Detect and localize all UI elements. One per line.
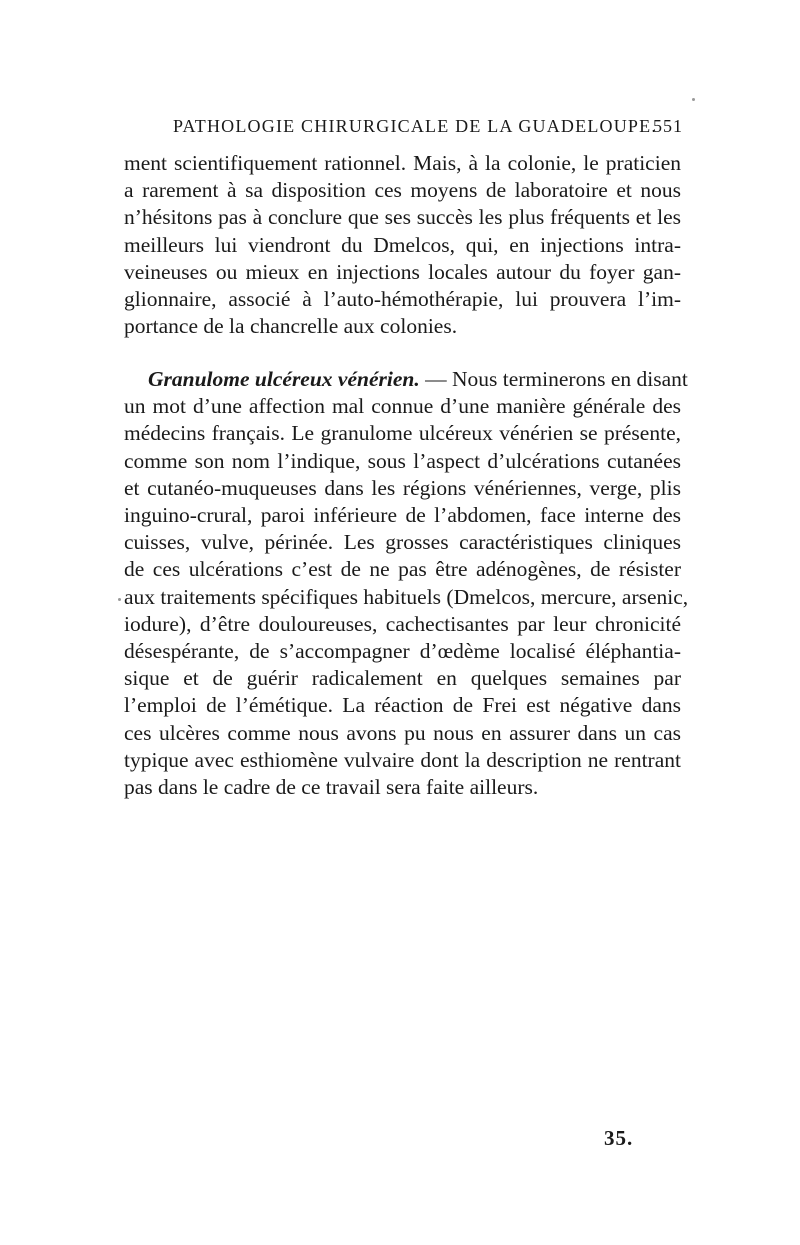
text-line: portance de la chancrelle aux colonies. — [124, 314, 458, 339]
text-line: désespérante, de s’accompagner d’œdème localisé éléphantia- — [124, 639, 681, 664]
text-line: cuisses, vulve, périnée. Les grosses caractéristiques cliniques — [124, 530, 681, 555]
text-line: a rarement à sa disposition ces moyens de laboratoire et nous — [124, 178, 681, 203]
text-line — [124, 366, 688, 393]
lead-continuation: — Nous terminerons en disant — [419, 367, 688, 391]
text-line: inguino-crural, paroi inférieure de l’abdomen, face interne des — [124, 503, 681, 528]
text-line: glionnaire, associé à l’auto-hémothérapie, lui prouvera l’im- — [124, 287, 681, 312]
text-line: meilleurs lui viendront du Dmelcos, qui, en injections intra- — [124, 232, 681, 257]
text-line: pas dans le cadre de ce travail sera faite ailleurs. — [124, 775, 539, 800]
paragraph-granulome — [124, 366, 689, 801]
running-title: PATHOLOGIE CHIRURGICALE DE LA GUADELOUPE. — [173, 116, 658, 136]
paragraph-chancrelle — [124, 150, 681, 340]
text-line: comme son nom l’indique, sous l’aspect d’ulcérations cutanées — [124, 448, 681, 473]
text-line: médecins français. Le granulome ulcéreux vénérien se présente, — [124, 421, 681, 446]
section-lead: Granulome ulcéreux vénérien. — [148, 367, 420, 391]
text-line: l’emploi de l’émétique. La réaction de Frei est négative dans — [124, 693, 681, 718]
text-line: sique et de guérir radicalement en quelques semaines par — [124, 666, 681, 691]
text-line: aux traitements spécifiques habituels (Dmelcos, mercure, arsenic, — [124, 584, 689, 609]
text-line: n’hésitons pas à conclure que ses succès les plus fréquents et les — [124, 205, 681, 230]
text-line: ment scientifiquement rationnel. Mais, à la colonie, le praticien — [124, 151, 681, 175]
text-line: ces ulcères comme nous avons pu nous en assurer dans un cas — [124, 720, 681, 745]
signature-mark: 35. — [604, 1126, 634, 1150]
text-line: iodure), d’être douloureuses, cachectisantes par leur chronicité — [124, 611, 681, 636]
page-number: 551 — [653, 116, 683, 136]
text-line: typique avec esthiomène vulvaire dont la description ne rentrant — [124, 747, 681, 772]
print-speck — [692, 98, 695, 101]
text-line: un mot d’une affection mal connue d’une manière générale des — [124, 394, 681, 419]
text-line: veineuses ou mieux en injections locales autour du foyer gan- — [124, 259, 681, 284]
text-line: de ces ulcérations c’est de ne pas être adénogènes, de résister — [124, 557, 681, 582]
text-line: et cutanéo-muqueuses dans les régions vénériennes, verge, plis — [124, 475, 681, 500]
print-speck — [118, 598, 121, 601]
running-header — [173, 116, 683, 137]
